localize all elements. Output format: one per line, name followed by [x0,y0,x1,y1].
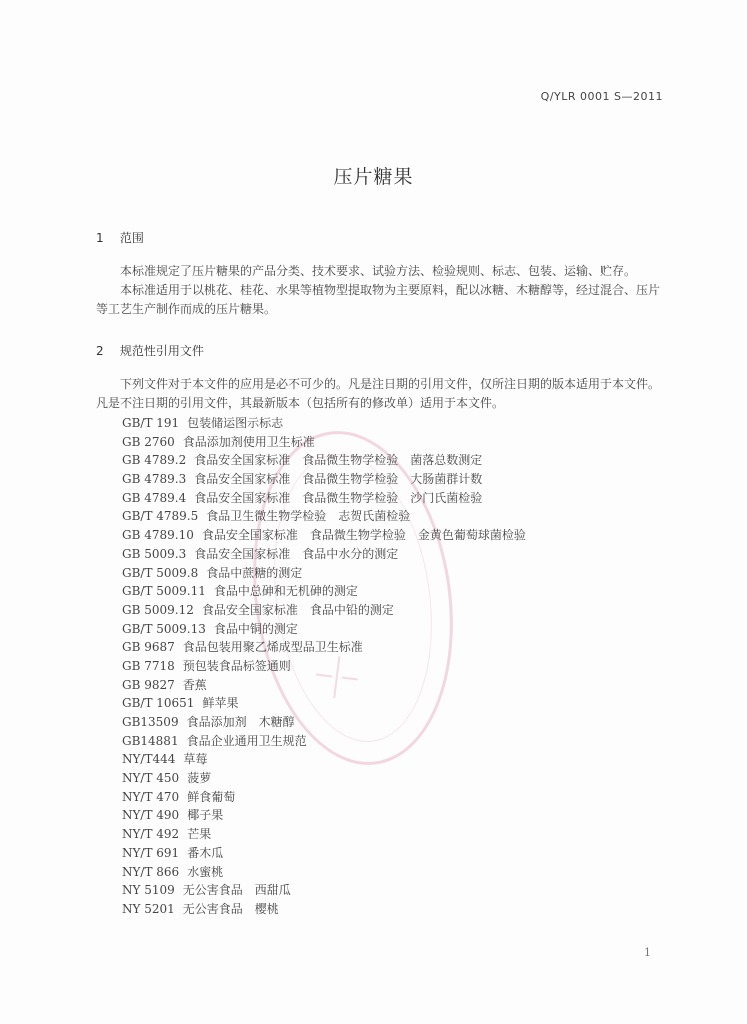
reference-code: GB13509 [122,715,179,729]
reference-item [122,694,526,713]
reference-code: GB 5009.3 [122,546,187,561]
reference-item [122,900,526,919]
normative-reference-list [122,414,526,919]
reference-title: 食品中铜的测定 [213,621,298,636]
reference-item [122,564,526,583]
reference-code: GB/T 5009.8 [122,565,199,580]
reference-code: NY 5109 [122,883,175,898]
reference-code: GB 4789.10 [122,528,194,543]
reference-item [122,451,526,470]
reference-code: NY/T 691 [122,845,180,860]
reference-code: GB 2760 [122,434,175,449]
reference-item [122,507,526,526]
reference-item [122,601,526,620]
reference-title: 食品企业通用卫生规范 [186,733,307,748]
reference-item [122,732,526,751]
reference-code: NY/T 490 [122,808,180,823]
reference-title: 食品安全国家标准 食品中铅的测定 [201,602,394,617]
reference-item [122,489,526,508]
reference-code: NY/T 492 [122,827,180,842]
reference-item [122,769,526,788]
reference-title: 食品安全国家标准 食品微生物学检验 大肠菌群计数 [194,472,483,487]
reference-title: 水蜜桃 [187,864,224,879]
reference-item [122,433,526,452]
reference-title: 鲜苹果 [202,696,239,711]
reference-title: 鲜食葡萄 [187,789,236,804]
reference-item [122,881,526,900]
section-heading-references [96,342,204,359]
reference-title: 无公害食品 樱桃 [182,901,279,916]
reference-title: 食品添加剂使用卫生标准 [182,434,315,449]
reference-title: 食品添加剂 木糖醇 [186,715,295,729]
reference-title: 草莓 [183,752,208,767]
reference-code: NY/T 470 [122,789,180,804]
reference-item [122,414,526,433]
reference-item [122,806,526,825]
references-intro-paragraph: 下列文件对于本文件的应用是必不可少的。凡是注日期的引用文件，仅所注日期的版本适用于本文件。凡是不注日期的引用文件，其最新版本（包括所有的修改单）适用于本文件。 [96,377,661,410]
document-code: Q/YLR 0001 S—2011 [540,90,663,103]
reference-code: NY/T 866 [122,864,180,879]
reference-title: 食品中总砷和无机砷的测定 [213,584,358,599]
reference-item [122,676,526,695]
reference-code: GB 7718 [122,658,175,673]
reference-code: GB/T 5009.11 [122,584,206,599]
reference-title: 芒果 [187,827,212,842]
reference-item [122,863,526,882]
reference-title: 食品中蔗糖的测定 [206,565,303,580]
reference-item [122,638,526,657]
reference-code: NY/T 450 [122,771,180,786]
reference-code: GB14881 [122,733,179,748]
reference-item [122,788,526,807]
scope-paragraph-1: 本标准规定了压片糖果的产品分类、技术要求、试验方法、检验规则、标志、包装、运输、贮存。 [120,264,637,278]
reference-code: GB 9687 [122,640,175,655]
seal-mark: ⤫ [308,647,365,707]
reference-code: GB/T 191 [122,416,180,430]
reference-title: 预包装食品标签通则 [182,658,291,673]
section-number: 2 [96,344,104,358]
reference-item [122,713,526,732]
reference-code: GB 9827 [122,677,175,692]
reference-item [122,582,526,601]
reference-title: 食品包装用聚乙烯成型品卫生标准 [182,640,363,655]
reference-title: 番木瓜 [187,845,224,860]
reference-code: GB 4789.4 [122,490,187,505]
reference-code: NY 5201 [122,901,175,916]
reference-item [122,750,526,769]
reference-title: 椰子果 [187,808,224,823]
reference-title: 食品安全国家标准 食品微生物学检验 沙门氏菌检验 [194,490,483,505]
reference-code: GB 4789.3 [122,472,187,487]
reference-title: 无公害食品 西甜瓜 [182,883,291,898]
section-title: 范围 [119,231,144,245]
reference-item [122,470,526,489]
reference-item [122,526,526,545]
reference-title: 食品安全国家标准 食品微生物学检验 金黄色葡萄球菌检验 [201,528,526,543]
section-heading-scope [96,229,144,246]
reference-code: GB/T 5009.13 [122,621,206,636]
reference-code: NY/T444 [122,752,176,767]
reference-title: 包装储运图示标志 [187,416,284,430]
document-title: 压片糖果 [333,166,414,188]
scope-paragraph-2: 本标准适用于以桃花、桂花、水果等植物型提取物为主要原料，配以冰糖、木糖醇等，经过混合、压片等工艺生产制作而成的压片糖果。 [96,283,661,316]
reference-item [122,545,526,564]
reference-title: 食品安全国家标准 食品微生物学检验 菌落总数测定 [194,453,483,468]
reference-code: GB/T 10651 [122,696,195,711]
reference-code: GB 5009.12 [122,602,194,617]
reference-title: 食品卫生微生物学检验 志贺氏菌检验 [206,509,411,524]
reference-code: GB/T 4789.5 [122,509,199,524]
section-title: 规范性引用文件 [119,344,204,358]
reference-item [122,620,526,639]
reference-item [122,844,526,863]
section-number: 1 [96,231,104,245]
reference-title: 食品安全国家标准 食品中水分的测定 [194,546,399,561]
reference-code: GB 4789.2 [122,453,187,468]
reference-item [122,657,526,676]
reference-item [122,825,526,844]
reference-title: 菠萝 [187,771,212,786]
reference-title: 香蕉 [182,677,207,692]
page-number: 1 [644,946,651,959]
